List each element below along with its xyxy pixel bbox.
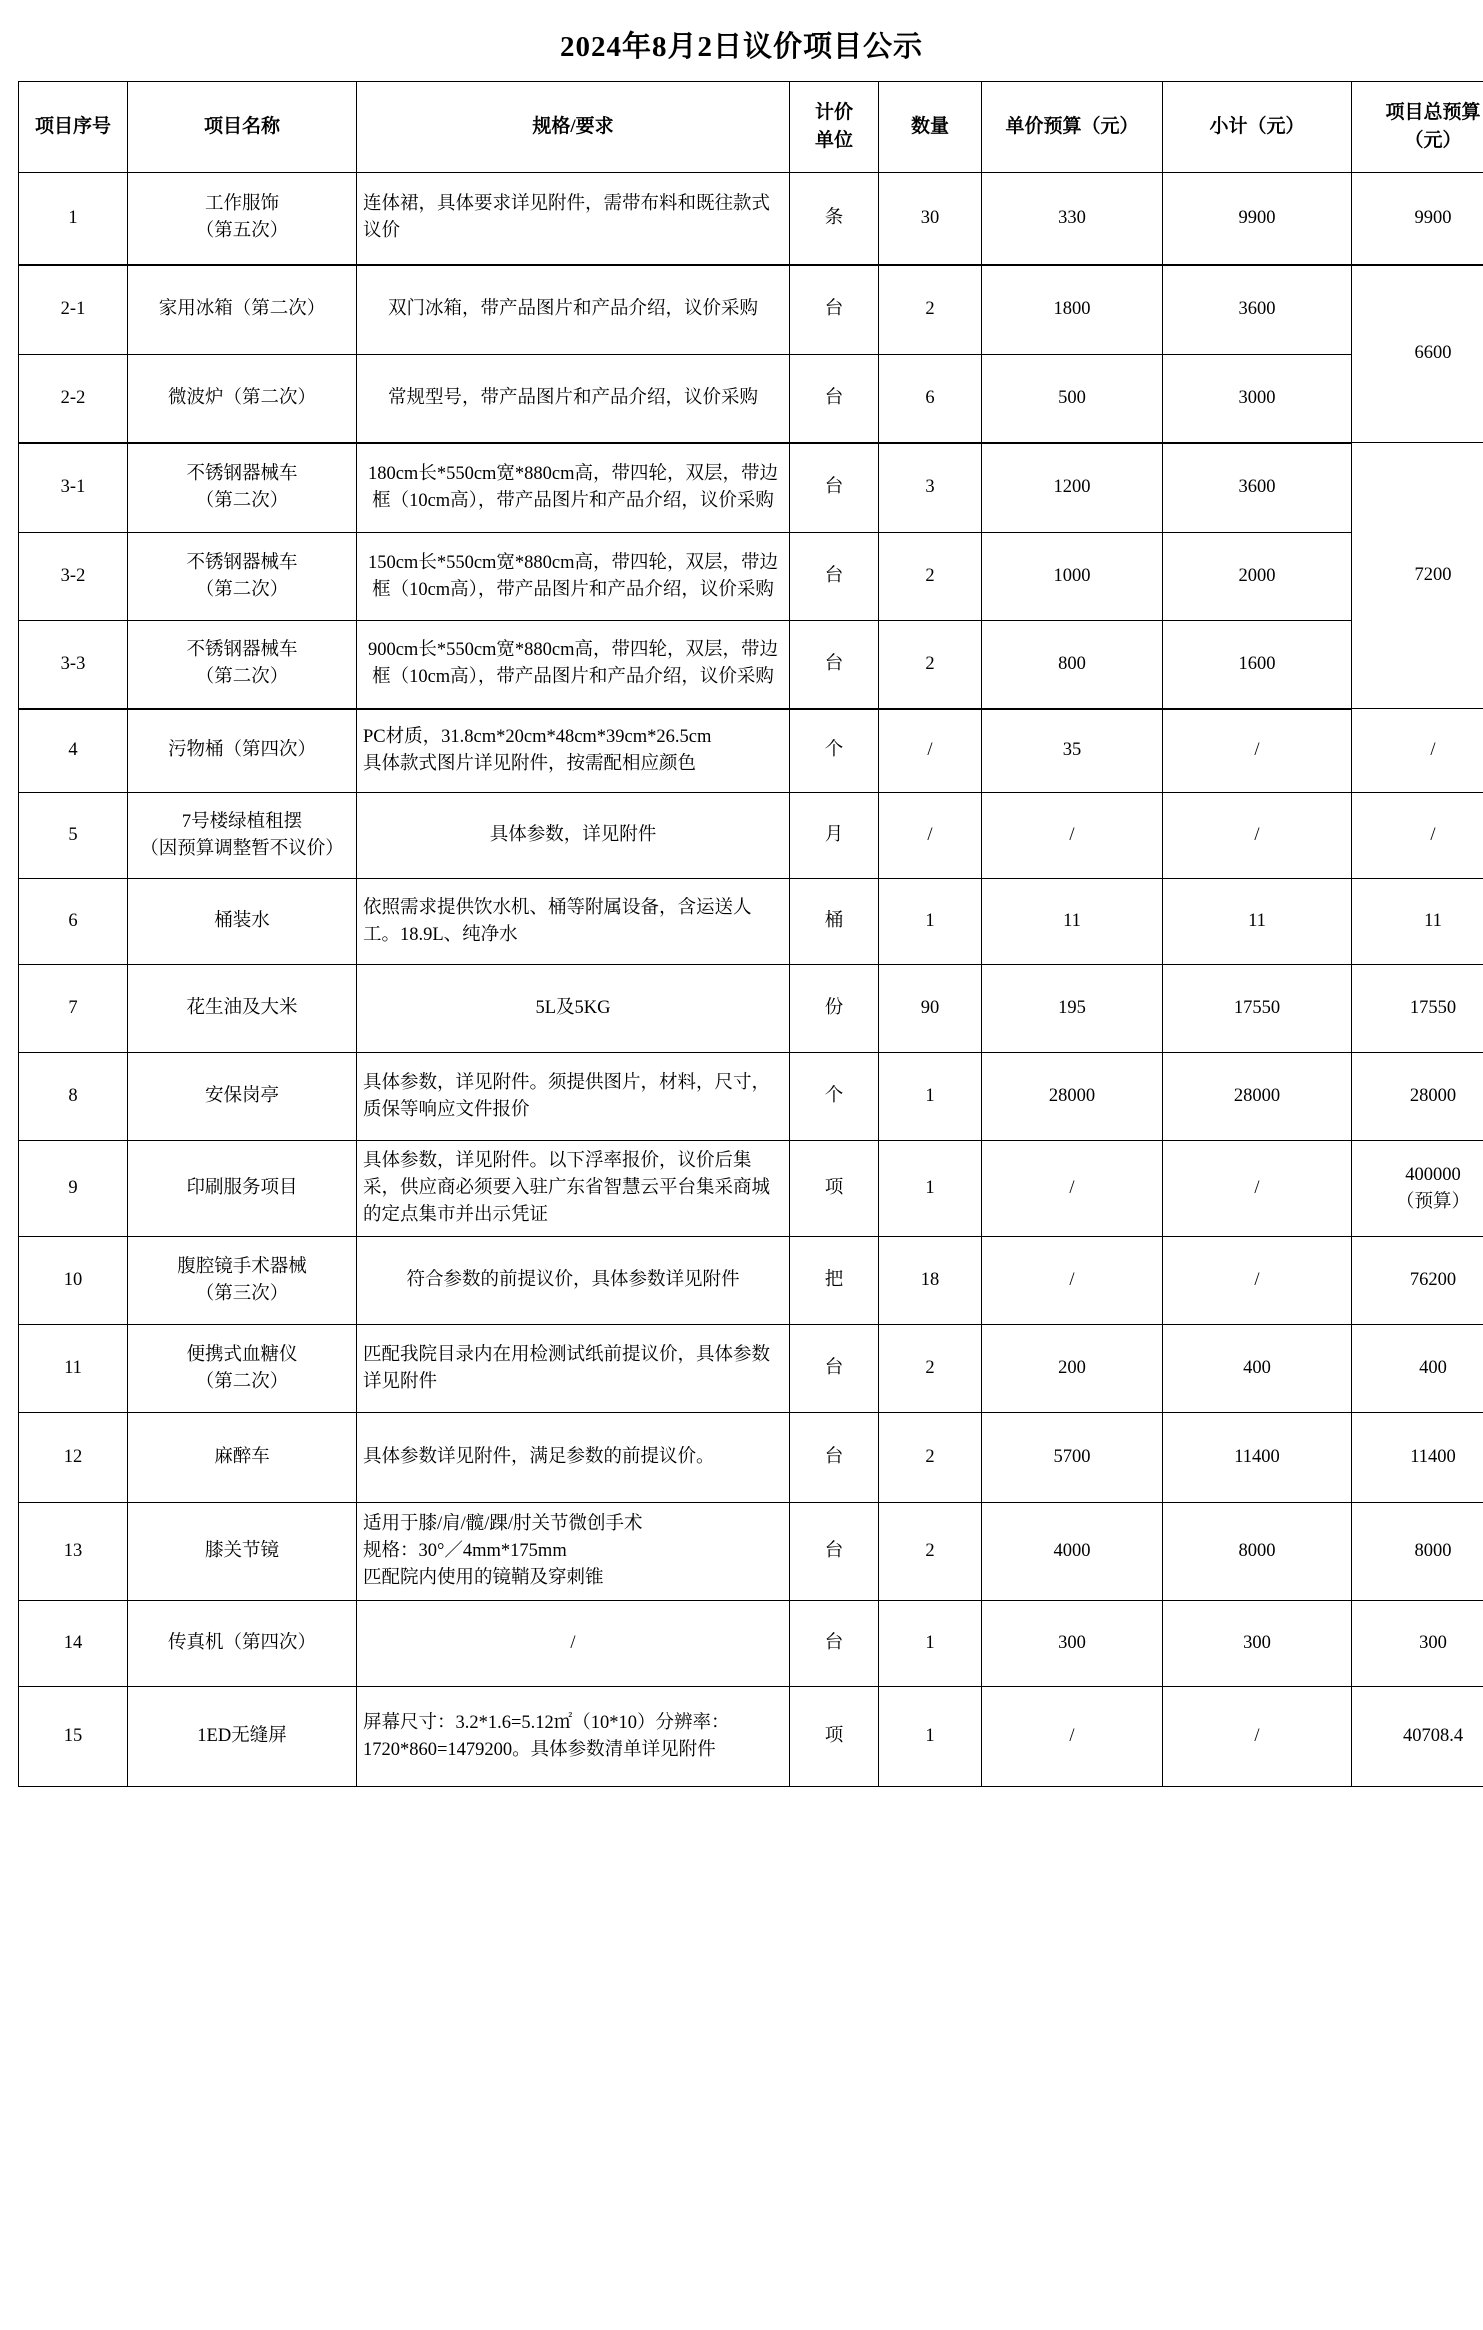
cell-spec: 匹配我院目录内在用检测试纸前提议价，具体参数详见附件: [357, 1325, 790, 1413]
cell-spec: PC材质，31.8cm*20cm*48cm*39cm*26.5cm 具体款式图片详见附件，按需配相应颜色: [357, 709, 790, 793]
cell-price: 200: [982, 1325, 1163, 1413]
cell-spec: 连体裙，具体要求详见附件，需带布料和既往款式议价: [357, 173, 790, 265]
cell-seq: 2-1: [19, 265, 128, 355]
cell-name: 便携式血糖仪 （第二次）: [128, 1325, 357, 1413]
cell-subtotal: /: [1163, 709, 1352, 793]
table-header: [19, 82, 1483, 173]
cell-price: 1800: [982, 265, 1163, 355]
cell-spec: 符合参数的前提议价，具体参数详见附件: [357, 1237, 790, 1325]
cell-total: 8000: [1352, 1503, 1483, 1601]
cell-price: /: [982, 793, 1163, 879]
cell-price: 11: [982, 879, 1163, 965]
cell-seq: 8: [19, 1053, 128, 1141]
cell-spec: 适用于膝/肩/髋/踝/肘关节微创手术 规格：30°／4mm*175mm 匹配院内使用的镜鞘及穿刺锥: [357, 1503, 790, 1601]
cell-unit: 台: [790, 621, 879, 709]
table-row: [19, 1141, 1483, 1237]
cell-name: 7号楼绿植租摆 （因预算调整暂不议价）: [128, 793, 357, 879]
cell-price: 4000: [982, 1503, 1163, 1601]
table-row: [19, 793, 1483, 879]
cell-qty: /: [879, 793, 982, 879]
cell-subtotal: 1600: [1163, 621, 1352, 709]
cell-qty: 1: [879, 879, 982, 965]
cell-name: 花生油及大米: [128, 965, 357, 1053]
cell-spec: 5L及5KG: [357, 965, 790, 1053]
table-row: [19, 965, 1483, 1053]
cell-qty: /: [879, 709, 982, 793]
cell-spec: 屏幕尺寸：3.2*1.6=5.12㎡（10*10）分辨率：1720*860=1479200。具体参数清单详见附件: [357, 1687, 790, 1787]
cell-subtotal: /: [1163, 793, 1352, 879]
cell-price: 5700: [982, 1413, 1163, 1503]
cell-subtotal: 17550: [1163, 965, 1352, 1053]
column-header-unit: 计价 单位: [790, 82, 879, 173]
cell-total: 9900: [1352, 173, 1483, 265]
cell-subtotal: 300: [1163, 1601, 1352, 1687]
cell-seq: 6: [19, 879, 128, 965]
table-row: [19, 1601, 1483, 1687]
cell-total: 76200: [1352, 1237, 1483, 1325]
cell-seq: 5: [19, 793, 128, 879]
table-row: [19, 1687, 1483, 1787]
cell-spec: /: [357, 1601, 790, 1687]
table-row: [19, 1237, 1483, 1325]
cell-qty: 2: [879, 1503, 982, 1601]
table-row: [19, 879, 1483, 965]
table-row: [19, 443, 1483, 533]
cell-name: 不锈钢器械车 （第二次）: [128, 621, 357, 709]
cell-price: 800: [982, 621, 1163, 709]
cell-qty: 90: [879, 965, 982, 1053]
cell-spec: 具体参数，详见附件。以下浮率报价，议价后集采，供应商必须要入驻广东省智慧云平台集采商城的定点集市并出示凭证: [357, 1141, 790, 1237]
cell-spec: 900cm长*550cm宽*880cm高，带四轮，双层，带边框（10cm高），带产品图片和产品介绍，议价采购: [357, 621, 790, 709]
cell-seq: 3-1: [19, 443, 128, 533]
cell-qty: 6: [879, 355, 982, 443]
cell-seq: 3-2: [19, 533, 128, 621]
table-row: [19, 709, 1483, 793]
cell-price: 300: [982, 1601, 1163, 1687]
cell-unit: 台: [790, 1601, 879, 1687]
column-header-subtotal: 小计（元）: [1163, 82, 1352, 173]
cell-unit: 把: [790, 1237, 879, 1325]
table-body: [19, 173, 1483, 1787]
cell-seq: 12: [19, 1413, 128, 1503]
cell-unit: 台: [790, 1503, 879, 1601]
cell-seq: 14: [19, 1601, 128, 1687]
table-row: [19, 1053, 1483, 1141]
cell-total: 28000: [1352, 1053, 1483, 1141]
cell-total: 17550: [1352, 965, 1483, 1053]
cell-unit: 个: [790, 1053, 879, 1141]
cell-subtotal: 2000: [1163, 533, 1352, 621]
cell-total: 7200: [1352, 443, 1483, 709]
cell-subtotal: 400: [1163, 1325, 1352, 1413]
cell-name: 不锈钢器械车 （第二次）: [128, 443, 357, 533]
cell-seq: 13: [19, 1503, 128, 1601]
cell-qty: 2: [879, 1413, 982, 1503]
column-header-unit-price: 单价预算（元）: [982, 82, 1163, 173]
cell-unit: 项: [790, 1687, 879, 1787]
cell-price: 1200: [982, 443, 1163, 533]
cell-unit: 月: [790, 793, 879, 879]
cell-total: 11: [1352, 879, 1483, 965]
cell-spec: 双门冰箱，带产品图片和产品介绍，议价采购: [357, 265, 790, 355]
cell-unit: 台: [790, 1413, 879, 1503]
project-announcement-table: [18, 81, 1483, 1787]
cell-qty: 30: [879, 173, 982, 265]
table-row: [19, 533, 1483, 621]
cell-price: 500: [982, 355, 1163, 443]
cell-price: /: [982, 1141, 1163, 1237]
cell-name: 污物桶（第四次）: [128, 709, 357, 793]
cell-name: 桶装水: [128, 879, 357, 965]
cell-spec: 180cm长*550cm宽*880cm高，带四轮，双层，带边框（10cm高），带产品图片和产品介绍，议价采购: [357, 443, 790, 533]
cell-subtotal: /: [1163, 1687, 1352, 1787]
cell-subtotal: 3600: [1163, 443, 1352, 533]
cell-price: 330: [982, 173, 1163, 265]
cell-qty: 3: [879, 443, 982, 533]
table-row: [19, 355, 1483, 443]
column-header-spec: 规格/要求: [357, 82, 790, 173]
cell-subtotal: 28000: [1163, 1053, 1352, 1141]
cell-name: 家用冰箱（第二次）: [128, 265, 357, 355]
cell-spec: 具体参数，详见附件。须提供图片，材料，尺寸，质保等响应文件报价: [357, 1053, 790, 1141]
cell-spec: 常规型号，带产品图片和产品介绍，议价采购: [357, 355, 790, 443]
cell-unit: 份: [790, 965, 879, 1053]
cell-spec: 150cm长*550cm宽*880cm高，带四轮，双层，带边框（10cm高），带产品图片和产品介绍，议价采购: [357, 533, 790, 621]
cell-name: 腹腔镜手术器械 （第三次）: [128, 1237, 357, 1325]
cell-price: 195: [982, 965, 1163, 1053]
cell-name: 膝关节镜: [128, 1503, 357, 1601]
cell-seq: 7: [19, 965, 128, 1053]
cell-name: 1ED无缝屏: [128, 1687, 357, 1787]
cell-seq: 3-3: [19, 621, 128, 709]
cell-total: 400: [1352, 1325, 1483, 1413]
cell-spec: 具体参数详见附件，满足参数的前提议价。: [357, 1413, 790, 1503]
cell-price: 35: [982, 709, 1163, 793]
cell-subtotal: 3000: [1163, 355, 1352, 443]
page-title: 2024年8月2日议价项目公示: [559, 31, 923, 63]
cell-unit: 桶: [790, 879, 879, 965]
table-row: [19, 621, 1483, 709]
cell-seq: 15: [19, 1687, 128, 1787]
cell-name: 印刷服务项目: [128, 1141, 357, 1237]
cell-qty: 18: [879, 1237, 982, 1325]
cell-total: /: [1352, 709, 1483, 793]
column-header-name: 项目名称: [128, 82, 357, 173]
cell-qty: 2: [879, 533, 982, 621]
cell-spec: 具体参数，详见附件: [357, 793, 790, 879]
cell-total: 400000 （预算）: [1352, 1141, 1483, 1237]
cell-subtotal: 3600: [1163, 265, 1352, 355]
cell-name: 安保岗亭: [128, 1053, 357, 1141]
cell-seq: 10: [19, 1237, 128, 1325]
table-row: [19, 1325, 1483, 1413]
cell-name: 工作服饰 （第五次）: [128, 173, 357, 265]
cell-seq: 4: [19, 709, 128, 793]
cell-qty: 1: [879, 1141, 982, 1237]
cell-total: 6600: [1352, 265, 1483, 443]
table-row: [19, 173, 1483, 265]
cell-subtotal: 11: [1163, 879, 1352, 965]
cell-name: 传真机（第四次）: [128, 1601, 357, 1687]
cell-unit: 台: [790, 355, 879, 443]
cell-unit: 项: [790, 1141, 879, 1237]
cell-unit: 台: [790, 265, 879, 355]
cell-subtotal: 8000: [1163, 1503, 1352, 1601]
column-header-seq: 项目序号: [19, 82, 128, 173]
table-row: [19, 265, 1483, 355]
cell-seq: 9: [19, 1141, 128, 1237]
cell-qty: 1: [879, 1687, 982, 1787]
cell-price: 28000: [982, 1053, 1163, 1141]
cell-name: 麻醉车: [128, 1413, 357, 1503]
cell-subtotal: /: [1163, 1141, 1352, 1237]
column-header-qty: 数量: [879, 82, 982, 173]
cell-subtotal: /: [1163, 1237, 1352, 1325]
cell-spec: 依照需求提供饮水机、桶等附属设备，含运送人工。18.9L、纯净水: [357, 879, 790, 965]
cell-qty: 2: [879, 265, 982, 355]
cell-unit: 台: [790, 443, 879, 533]
cell-total: 11400: [1352, 1413, 1483, 1503]
table-row: [19, 1413, 1483, 1503]
cell-subtotal: 9900: [1163, 173, 1352, 265]
cell-qty: 2: [879, 1325, 982, 1413]
cell-seq: 1: [19, 173, 128, 265]
cell-name: 不锈钢器械车 （第二次）: [128, 533, 357, 621]
cell-qty: 1: [879, 1601, 982, 1687]
cell-qty: 1: [879, 1053, 982, 1141]
cell-total: 300: [1352, 1601, 1483, 1687]
table-header-row: [19, 82, 1483, 173]
cell-unit: 台: [790, 1325, 879, 1413]
cell-unit: 台: [790, 533, 879, 621]
cell-seq: 11: [19, 1325, 128, 1413]
cell-qty: 2: [879, 621, 982, 709]
cell-price: /: [982, 1237, 1163, 1325]
cell-name: 微波炉（第二次）: [128, 355, 357, 443]
cell-price: 1000: [982, 533, 1163, 621]
cell-price: /: [982, 1687, 1163, 1787]
cell-seq: 2-2: [19, 355, 128, 443]
cell-subtotal: 11400: [1163, 1413, 1352, 1503]
column-header-total: 项目总预算 （元）: [1352, 82, 1483, 173]
cell-unit: 个: [790, 709, 879, 793]
cell-total: /: [1352, 793, 1483, 879]
table-row: [19, 1503, 1483, 1601]
cell-unit: 条: [790, 173, 879, 265]
cell-total: 40708.4: [1352, 1687, 1483, 1787]
